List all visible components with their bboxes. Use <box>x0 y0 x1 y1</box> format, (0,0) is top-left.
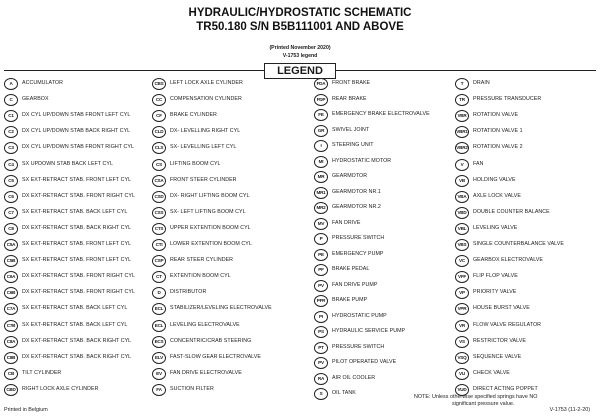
symbol-code-icon: CBS <box>152 78 166 90</box>
symbol-code-icon: C6A <box>4 271 18 283</box>
legend-label: FAST-SLOW GEAR ELECTROVALVE <box>170 353 261 360</box>
legend-label: HYDRAULIC SERVICE PUMP <box>332 328 406 334</box>
symbol-code-icon: C8 <box>4 223 18 235</box>
legend-label: HYDROSTATIC PUMP <box>332 312 387 319</box>
legend-label: FLOW VALVE REGULATOR <box>473 321 542 328</box>
legend-label: BRAKE PEDAL <box>332 266 370 272</box>
legend-label: BRAKE CYLINDER <box>170 112 217 119</box>
symbol-code-icon: ELV <box>152 352 166 364</box>
legend-label: AXLE LOCK VALVE <box>473 192 521 199</box>
legend-label: PILOT OPERATED VALVE <box>332 359 397 365</box>
legend-label: FAN DRIVE <box>332 219 361 226</box>
symbol-code-icon: CLD <box>152 126 166 138</box>
legend-label: EMERGENCY BRAKE ELECTROVALVE <box>332 111 430 117</box>
legend-label: EXTENTION BOOM CYL <box>170 273 231 280</box>
legend-label: UPPER EXTENTION BOOM CYL <box>170 224 251 231</box>
symbol-code-icon: CC <box>152 94 166 106</box>
legend-label: HOUSE BURST VALVE <box>473 305 530 312</box>
legend-column-1 <box>4 72 144 392</box>
symbol-code-icon: VS <box>455 336 469 348</box>
symbol-code-icon: VBD <box>455 207 469 219</box>
legend-label: DX- LEVELLING RIGHT CYL <box>170 128 241 135</box>
symbol-code-icon: VBA <box>455 191 469 203</box>
symbol-code-icon: MR2 <box>314 202 328 214</box>
symbol-code-icon: CSS <box>152 207 166 219</box>
legend-label: GEARBOX ELECTROVALVE <box>473 257 543 264</box>
symbol-code-icon: FDA <box>314 78 328 90</box>
legend-label: SX EXT-RETRACT STAB. BACK LEFT CYL <box>22 208 128 215</box>
footer-printed-in: Printed in Belgium <box>4 407 48 413</box>
legend-label: ROTATION VALVE 1 <box>473 128 523 135</box>
legend-label: SX UPDOWN STAB BACK LEFT CYL <box>22 160 113 167</box>
title-line-2: TR50.180 S/N B5B111001 AND ABOVE <box>196 21 404 33</box>
legend-label: CONCENTRIC/CRAB STEERING <box>170 337 252 344</box>
symbol-code-icon: C8A <box>4 336 18 348</box>
symbol-code-icon: C3 <box>4 142 18 154</box>
legend-label: AIR OIL COOLER <box>332 374 376 381</box>
symbol-code-icon: C8B <box>4 352 18 364</box>
symbol-code-icon: ECL <box>152 303 166 315</box>
legend-label: SX EXT-RETRACT STAB. FRONT LEFT CYL <box>22 176 132 183</box>
legend-label: ACCUMULATOR <box>22 80 63 86</box>
symbol-code-icon: D <box>152 287 166 299</box>
legend-label: FRONT STEER CYLINDER <box>170 176 237 183</box>
title-line-1: HYDRAULIC/HYDROSTATIC SCHEMATIC <box>188 7 412 19</box>
symbol-code-icon: C2 <box>4 126 18 138</box>
symbol-code-icon: GR <box>314 125 328 137</box>
legend-label: DX EXT-RETRACT STAB. FRONT RIGHT CYL <box>22 273 135 280</box>
legend-label: EMERGENCY PUMP <box>332 250 384 257</box>
legend-label: DRAIN <box>473 80 490 86</box>
legend-label: HOLDING VALVE <box>473 176 516 183</box>
legend-label: SEQUENCE VALVE <box>473 353 522 360</box>
legend-label: REAR BRAKE <box>332 95 367 102</box>
legend-label: SWIVEL JOINT <box>332 126 370 133</box>
note-line-2: significant pressure value. <box>452 401 515 407</box>
legend-label: DOUBLE COUNTER BALANCE <box>473 208 550 215</box>
symbol-code-icon: PE <box>314 249 328 261</box>
legend-label: DX EXT-RETRACT STAB. BACK RIGHT CYL <box>22 353 132 360</box>
symbol-code-icon: VBL <box>455 223 469 235</box>
legend-label: DX- RIGHT LIFTING BOOM CYL <box>170 192 250 199</box>
symbol-code-icon: C5B <box>4 255 18 267</box>
symbol-code-icon: V <box>455 159 469 171</box>
legend-label: DX EXT-RETRACT STAB. BACK RIGHT CYL <box>22 224 132 231</box>
legend-label: FAN DRIVE ELECTROVALVE <box>170 369 242 376</box>
symbol-code-icon: VBR <box>455 110 469 122</box>
symbol-code-icon: CS <box>152 159 166 171</box>
legend-label: SX EXT-RETRACT STAB. BACK LEFT CYL <box>22 321 128 328</box>
symbol-code-icon: CT <box>152 271 166 283</box>
legend-label: GEARMOTOR NR.1 <box>332 188 381 195</box>
symbol-code-icon: FA <box>152 384 166 396</box>
legend-label: DX CYL UP/DOWN STAB BACK RIGHT CYL <box>22 128 131 135</box>
legend-label: STEERING UNIT <box>332 142 374 148</box>
legend-label: RIGHT LOCK AXLE CYLINDER <box>22 385 99 392</box>
legend-label: LEVELING ELECTROVALVE <box>170 321 240 328</box>
symbol-code-icon: RA <box>314 373 328 385</box>
legend-label: TILT CYLINDER <box>22 369 62 376</box>
symbol-code-icon: PT <box>314 342 328 354</box>
symbol-code-icon: C7 <box>4 207 18 219</box>
legend-label: FAN <box>473 160 484 167</box>
note-line-1: NOTE: Unless otherwise specified springs have NO <box>414 394 538 400</box>
symbol-code-icon: PV <box>314 280 328 292</box>
symbol-code-icon: VFF <box>455 271 469 283</box>
symbol-code-icon: VB <box>455 175 469 187</box>
symbol-code-icon: VC <box>455 255 469 267</box>
symbol-code-icon: VBS <box>455 239 469 251</box>
legend-label: ROTATION VALVE <box>473 112 519 119</box>
legend-label: LIFTING BOOM CYL <box>170 160 221 167</box>
legend-label: SINGLE COUNTERBALANCE VALVE <box>473 241 564 247</box>
legend-column-3 <box>314 72 454 396</box>
legend-label: GEARMOTOR NR.2 <box>332 204 381 210</box>
symbol-code-icon: C5 <box>4 175 18 187</box>
legend-label: ROTATION VALVE 2 <box>473 144 523 151</box>
legend-label: SX EXT-RETRACT STAB. BACK LEFT CYL <box>22 305 128 312</box>
legend-label: RESTRICTOR VALVE <box>473 337 526 344</box>
printed-date: (Printed November 2020) <box>269 45 331 51</box>
symbol-code-icon: C6 <box>4 191 18 203</box>
legend-label: GEARBOX <box>22 96 49 103</box>
legend-label: DX EXT-RETRACT STAB. FRONT RIGHT CYL <box>22 289 135 296</box>
symbol-code-icon: CSA <box>152 175 166 187</box>
symbol-code-icon: VR <box>455 320 469 332</box>
legend-label: PRIORITY VALVE <box>473 289 517 296</box>
symbol-code-icon: P <box>314 233 328 245</box>
legend-label: FRONT BRAKE <box>332 80 371 86</box>
legend-label: BRAKE PUMP <box>332 297 368 303</box>
symbol-code-icon: MR <box>314 171 328 183</box>
legend-label: LEVELING VALVE <box>473 224 518 231</box>
symbol-code-icon: PFR <box>314 295 328 307</box>
symbol-code-icon: VUD <box>455 384 469 396</box>
legend-label: LEFT LOCK AXLE CYLINDER <box>170 80 243 86</box>
legend-label: PRESSURE TRANSDUCER <box>473 96 542 103</box>
symbol-code-icon: EV <box>152 368 166 380</box>
symbol-code-icon: S <box>314 388 328 400</box>
legend-label: REAR STEER CYLINDER <box>170 257 234 264</box>
legend-label: PRESSURE SWITCH <box>332 235 385 241</box>
legend-label: STABILIZER/LEVELING ELECTROVALVE <box>170 305 272 312</box>
symbol-code-icon: PV <box>314 357 328 369</box>
symbol-code-icon: A <box>4 78 18 90</box>
symbol-code-icon: ECL <box>152 320 166 332</box>
symbol-code-icon: CF <box>152 110 166 122</box>
legend-label: DX CYL UP/DOWN STAB FRONT LEFT CYL <box>22 112 131 119</box>
symbol-code-icon: CSD <box>152 191 166 203</box>
legend-label: FAN DRIVE PUMP <box>332 281 378 288</box>
legend-label: COMPENSATION CYLINDER <box>170 96 242 103</box>
symbol-code-icon: I <box>314 140 328 152</box>
symbol-code-icon: C7A <box>4 303 18 315</box>
legend-heading: LEGEND <box>264 63 336 79</box>
legend-label: SX EXT-RETRACT STAB. FRONT LEFT CYL <box>22 241 132 247</box>
symbol-code-icon: PI <box>314 311 328 323</box>
legend-label: FLIP FLOP VALVE <box>473 273 518 280</box>
symbol-code-icon: MI <box>314 156 328 168</box>
legend-label: GEARMOTOR <box>332 173 368 179</box>
symbol-code-icon: CTI <box>152 239 166 251</box>
legend-label: SUCTION FILTER <box>170 385 214 392</box>
symbol-code-icon: T <box>455 78 469 90</box>
symbol-code-icon: VSQ <box>455 352 469 364</box>
legend-label: DX EXT-RETRACT STAB. FRONT RIGHT CYL <box>22 192 135 199</box>
symbol-code-icon: CB <box>4 368 18 380</box>
symbol-code-icon: C4 <box>4 159 18 171</box>
symbol-code-icon: C1 <box>4 110 18 122</box>
legend-label: OIL TANK <box>332 390 356 396</box>
legend-version: V-1753 legend <box>282 53 318 59</box>
legend-label: LOWER EXTENTION BOOM CYL <box>170 241 252 247</box>
legend-label: SX- LEFT LIFTING BOOM CYL <box>170 208 246 215</box>
legend-label: DX EXT-RETRACT STAB. BACK RIGHT CYL <box>22 337 132 344</box>
symbol-code-icon: C5A <box>4 239 18 251</box>
symbol-code-icon: CBD <box>4 384 18 396</box>
symbol-code-icon: C7B <box>4 320 18 332</box>
legend-label: SX EXT-RETRACT STAB. FRONT LEFT CYL <box>22 257 132 264</box>
legend-label: CHECK VALVE <box>473 369 510 376</box>
legend-label: DISTRIBUTOR <box>170 289 207 296</box>
symbol-code-icon: FE <box>314 109 328 121</box>
symbol-code-icon: VP <box>455 287 469 299</box>
symbol-code-icon: MV <box>314 218 328 230</box>
legend-column-4 <box>455 72 595 392</box>
symbol-code-icon: VPR <box>455 303 469 315</box>
symbol-code-icon: TR <box>455 94 469 106</box>
symbol-code-icon: C6B <box>4 287 18 299</box>
symbol-code-icon: CSP <box>152 255 166 267</box>
symbol-code-icon: CLS <box>152 142 166 154</box>
legend-label: PRESSURE SWITCH <box>332 343 385 350</box>
symbol-code-icon: PS <box>314 326 328 338</box>
legend-label: DX CYL UP/DOWN STAB FRONT RIGHT CYL <box>22 144 134 151</box>
symbol-code-icon: VBR1 <box>455 126 469 138</box>
symbol-code-icon: C <box>4 94 18 106</box>
symbol-code-icon: ECS <box>152 336 166 348</box>
symbol-code-icon: VBR2 <box>455 142 469 154</box>
legend-label: SX- LEVELLING LEFT CYL <box>170 144 237 151</box>
footer-doc-ref: V-1753 (11-2-20) <box>549 407 590 413</box>
symbol-code-icon: PF <box>314 264 328 276</box>
legend-label: DIRECT ACTING POPPET <box>473 385 538 392</box>
symbol-code-icon: FDP <box>314 94 328 106</box>
symbol-code-icon: MR1 <box>314 187 328 199</box>
symbol-code-icon: CTS <box>152 223 166 235</box>
symbol-code-icon: VU <box>455 368 469 380</box>
legend-column-2 <box>152 72 297 392</box>
legend-label: HYDROSTATIC MOTOR <box>332 157 392 164</box>
